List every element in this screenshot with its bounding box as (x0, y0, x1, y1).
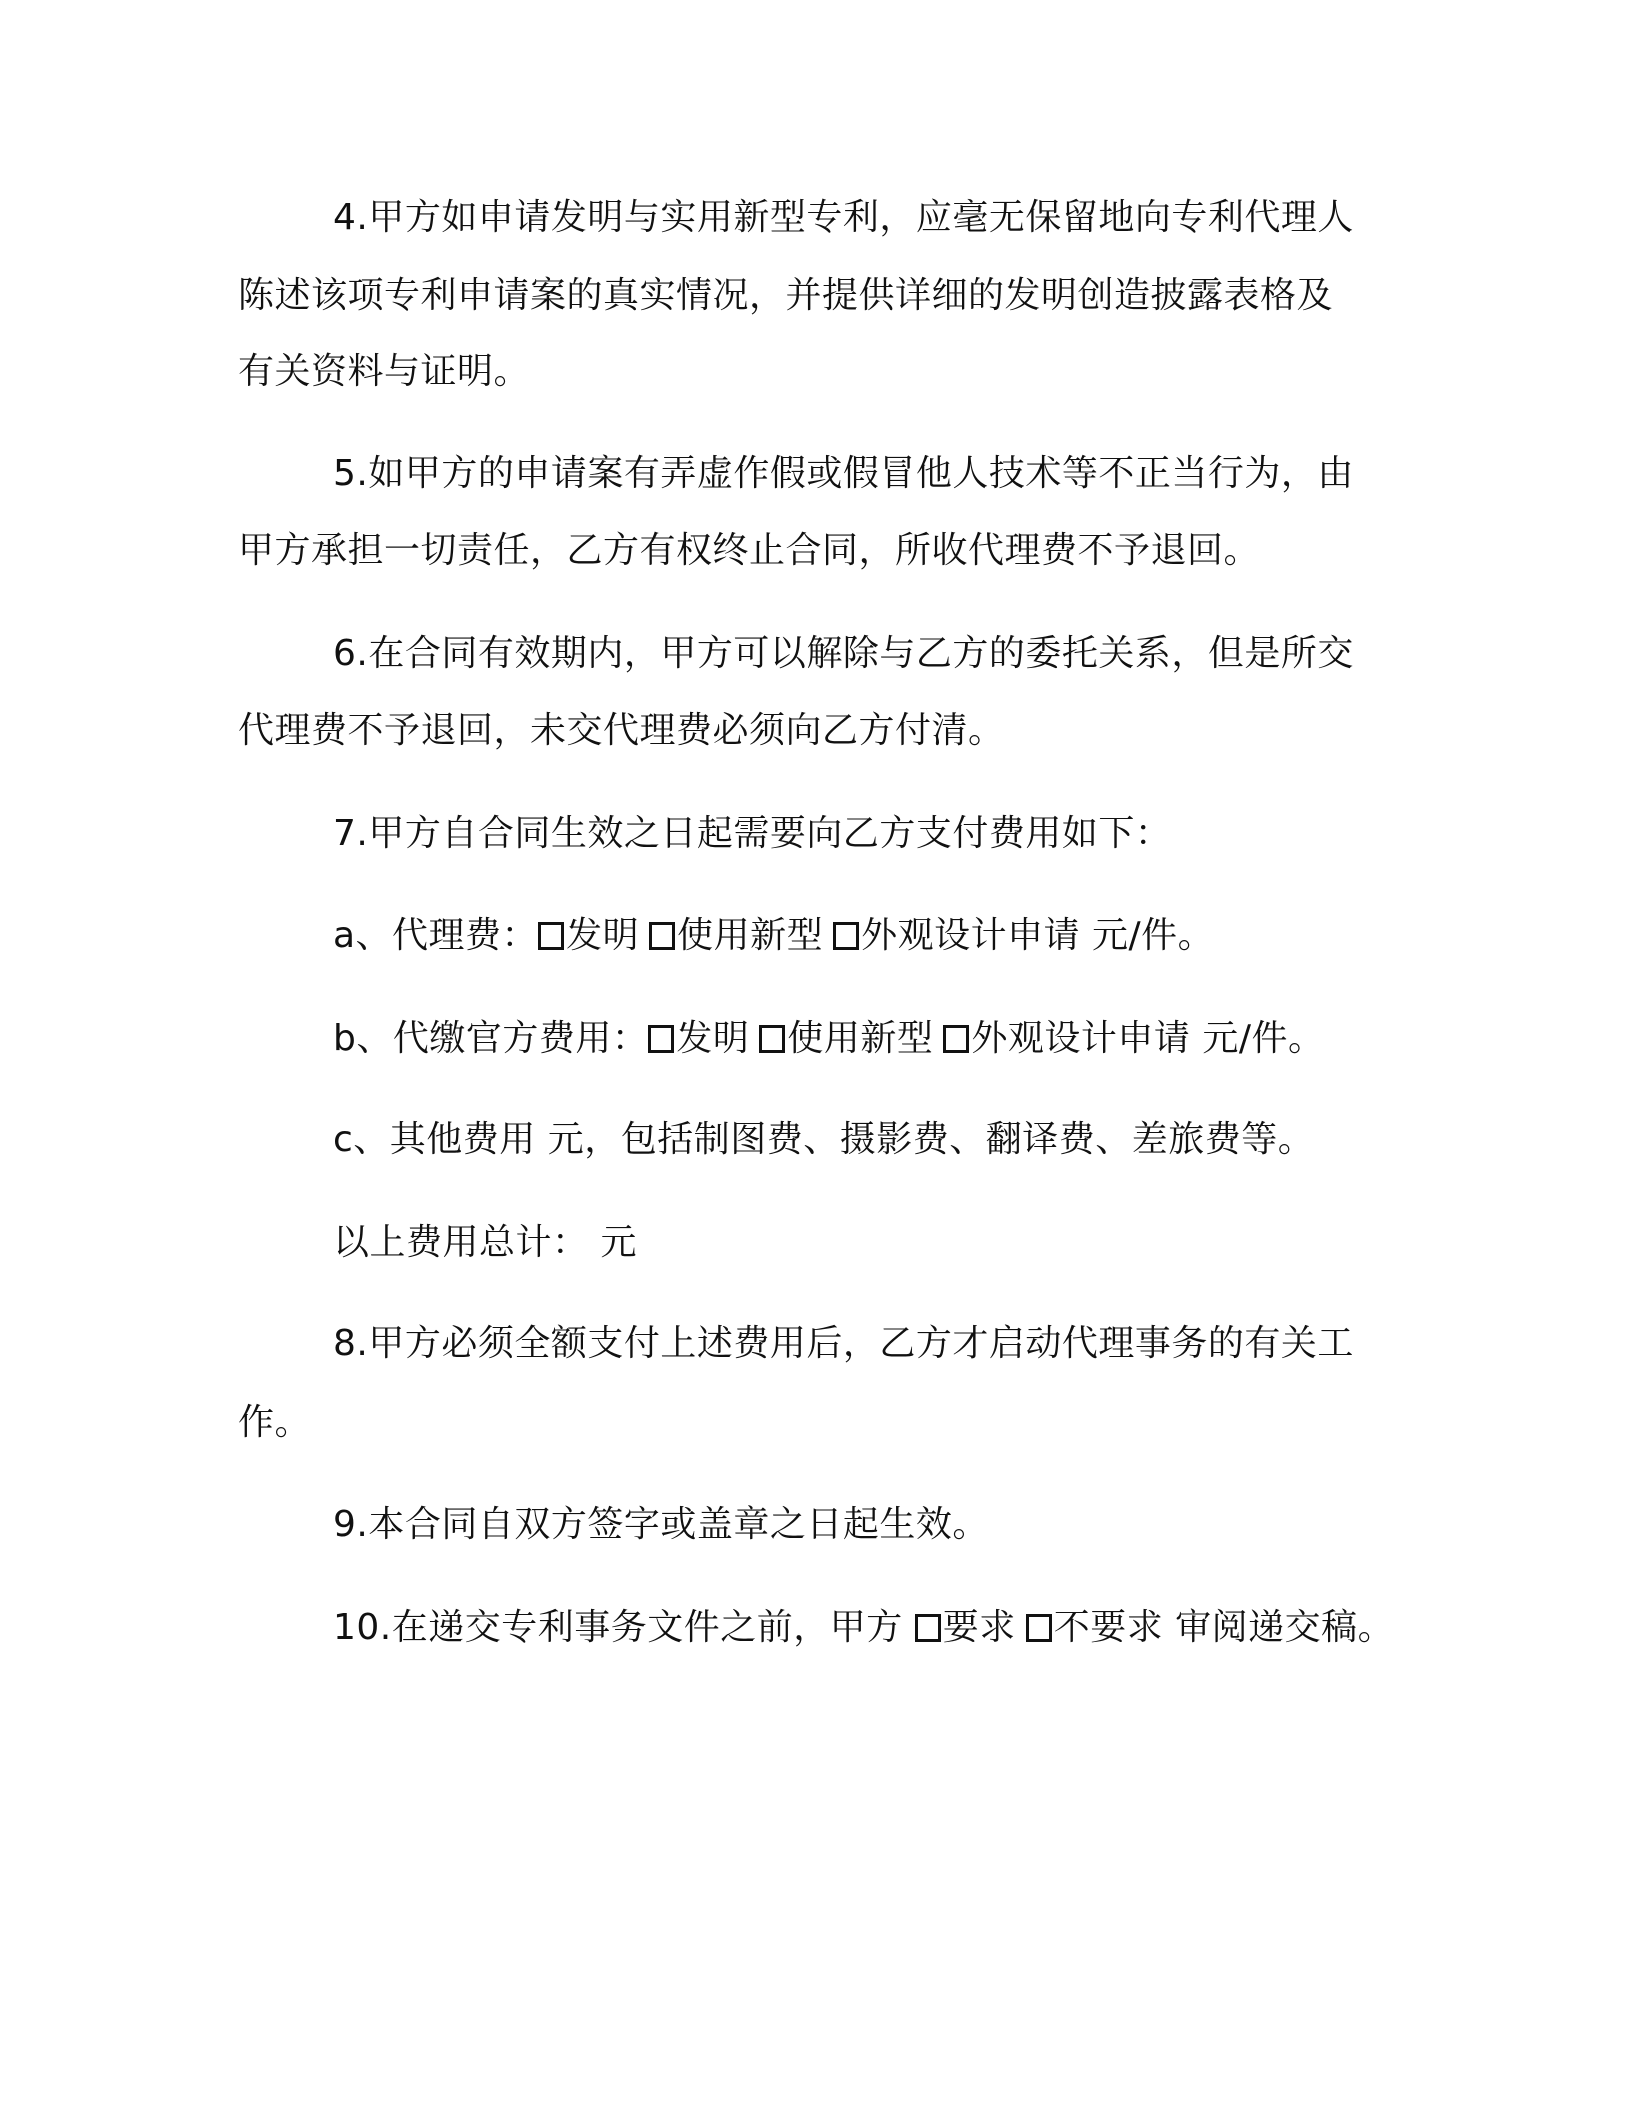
fee-a-option-invention: 发明 (566, 915, 640, 956)
clause-6-line-2: 代理费不予退回，未交代理费必须向乙方付清。 (238, 710, 1005, 751)
checkbox-require-review[interactable] (915, 1614, 941, 1642)
clause-4-line-1: 4.甲方如申请发明与实用新型专利，应毫无保留地向专利代理人 (333, 197, 1354, 238)
checkbox-no-review[interactable] (1026, 1614, 1052, 1642)
checkbox-utility-model[interactable] (649, 922, 675, 950)
clause-10-option-no-require: 不要求 审阅递交稿。 (1053, 1607, 1395, 1648)
clause-10-option-require: 要求 (942, 1607, 1016, 1648)
clause-10-prefix: 10.在递交专利事务文件之前，甲方 (333, 1607, 915, 1648)
clause-6-line-1: 6.在合同有效期内，甲方可以解除与乙方的委托关系，但是所交 (333, 633, 1354, 674)
fee-total-line: 以上费用总计： 元 (333, 1222, 637, 1263)
clause-5-line-2: 甲方承担一切责任，乙方有权终止合同，所收代理费不予退回。 (238, 530, 1261, 571)
fee-b-option-design: 外观设计申请 元/件。 (971, 1018, 1325, 1059)
clause-4-line-2: 陈述该项专利申请案的真实情况，并提供详细的发明创造披露表格及 (238, 275, 1334, 316)
fee-a-label: a、代理费： (333, 915, 539, 956)
clause-8-line-2: 作。 (238, 1402, 312, 1443)
fee-a-option-design: 外观设计申请 元/件。 (861, 915, 1215, 956)
checkbox-utility-model-official[interactable] (759, 1025, 785, 1053)
clause-4-line-3: 有关资料与证明。 (238, 351, 531, 392)
fee-b-option-invention: 发明 (676, 1018, 750, 1059)
fee-b-option-utility: 使用新型 (787, 1018, 934, 1059)
fee-a-line (333, 914, 1214, 958)
clause-10-line (333, 1606, 1394, 1650)
clause-9-line: 9.本合同自双方签字或盖章之日起生效。 (333, 1504, 989, 1545)
clause-7-heading: 7.甲方自合同生效之日起需要向乙方支付费用如下： (333, 813, 1172, 854)
checkbox-design[interactable] (833, 922, 859, 950)
checkbox-invention-official[interactable] (648, 1025, 674, 1053)
checkbox-invention[interactable] (538, 922, 564, 950)
clause-5-line-1: 5.如甲方的申请案有弄虚作假或假冒他人技术等不正当行为，由 (333, 453, 1354, 494)
fee-c-line: c、其他费用 元，包括制图费、摄影费、翻译费、差旅费等。 (333, 1119, 1315, 1160)
fee-a-option-utility: 使用新型 (677, 915, 824, 956)
fee-b-label: b、代缴官方费用： (333, 1018, 649, 1059)
checkbox-design-official[interactable] (943, 1025, 969, 1053)
fee-b-line (333, 1017, 1324, 1061)
clause-8-line-1: 8.甲方必须全额支付上述费用后，乙方才启动代理事务的有关工 (333, 1323, 1354, 1364)
